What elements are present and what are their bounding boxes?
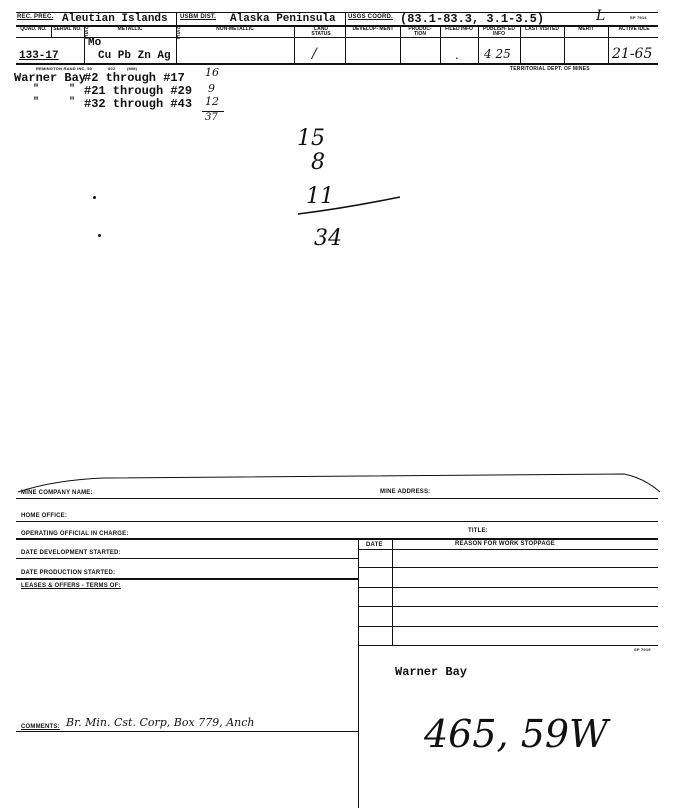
tally-15: 15 — [297, 126, 325, 151]
land-status-mark: / — [312, 46, 317, 62]
printer-code-2: (MM) — [127, 66, 138, 71]
comments-label: COMMENTS: — [21, 724, 60, 730]
tally-11: 11 — [306, 184, 334, 209]
col-non-metallic: NON-METALLIC — [216, 26, 254, 32]
location-code: 465, 59W — [424, 712, 609, 756]
col-serial-no: SERIAL NO. — [53, 26, 82, 32]
published-info-value: 4 25 — [484, 47, 511, 61]
claim-3-ditto-2: " — [69, 97, 76, 108]
corner-mark: L — [596, 8, 606, 24]
title-label: TITLE: — [468, 528, 488, 534]
form-number-2: SP 7919 — [634, 647, 651, 652]
form-number: SP 7914 — [630, 15, 647, 20]
tally-sum-line — [296, 194, 404, 218]
mine-address-label: MINE ADDRESS: — [380, 489, 431, 495]
col-quad-no: QUAD. NO. — [20, 26, 47, 32]
speck — [93, 196, 96, 199]
claim-1-name: Warner Bay — [14, 71, 87, 85]
home-office-label: HOME OFFICE: — [21, 513, 68, 519]
claims-total: 37 — [205, 112, 218, 123]
comments-value: Br. Min. Cst. Corp, Box 779, Anch — [66, 716, 255, 729]
printer-stamp: REMINGTON RAND INC. 50 — [36, 66, 93, 71]
use-code-value: Mo — [88, 37, 102, 49]
filed-info-mark: . — [455, 48, 459, 62]
leases-offers-label: LEASES & OFFERS - TERMS OF: — [21, 583, 121, 589]
claim-3-ditto-1: " — [33, 97, 40, 108]
claim-1-count: 16 — [205, 66, 219, 79]
rec-prec-label: REC. PREC. — [17, 14, 54, 20]
date-development-started-label: DATE DEVELOPMENT STARTED: — [21, 550, 121, 556]
claim-3-range: #32 through #43 — [84, 97, 193, 111]
col-merit: MERIT — [578, 26, 594, 32]
col-use-code-2: U S E — [177, 25, 181, 41]
claim-2-ditto-2: " — [69, 84, 76, 95]
tally-8: 8 — [311, 150, 325, 175]
col-development: DEVELOP- MENT — [352, 26, 394, 32]
metals-value: Cu Pb Zn Ag — [98, 50, 171, 62]
col-last-visited: LAST VISITED — [525, 26, 559, 32]
col-metallic: METALLIC — [117, 26, 143, 32]
date-column-header: DATE — [366, 542, 383, 548]
speck — [98, 234, 101, 237]
tally-34: 34 — [314, 226, 342, 251]
col-filed-info: FILED INFO — [445, 26, 473, 32]
operating-official-label: OPERATING OFFICIAL IN CHARGE: — [21, 531, 129, 537]
usbm-dist-label: USBM DIST. — [180, 14, 217, 20]
col-use-code: U S E — [85, 25, 89, 41]
active-idle-value: 21-65 — [612, 46, 653, 62]
col-published-info: PUBLISH- ED INFO — [483, 26, 515, 37]
printer-code: 002 — [108, 66, 116, 71]
rec-prec-value: Aleutian Islands — [62, 13, 168, 25]
fold-curve — [14, 470, 664, 496]
col-active-idle: ACTIVE IDLE — [618, 26, 650, 32]
quad-serial-value: 133-17 — [19, 50, 59, 62]
date-production-started-label: DATE PRODUCTION STARTED: — [21, 570, 116, 576]
location-name: Warner Bay — [395, 665, 468, 679]
col-land-status: LAND STATUS — [311, 26, 331, 37]
reason-column-header: REASON FOR WORK STOPPAGE — [455, 541, 555, 547]
claim-2-count: 9 — [208, 82, 215, 95]
claim-2-ditto-1: " — [33, 84, 40, 95]
territorial-stamp: TERRITORIAL DEPT. OF MINES — [510, 66, 590, 72]
usbm-dist-value: Alaska Peninsula — [230, 13, 336, 25]
usgs-coord-label: USGS COORD. — [348, 14, 393, 20]
mine-company-name-label: MINE COMPANY NAME: — [21, 490, 93, 496]
claim-1-range: #2 through #17 — [84, 71, 185, 85]
usgs-coord-value: (83.1-83.3, 3.1-3.5) — [400, 12, 545, 26]
claim-3-count: 12 — [205, 95, 219, 108]
col-production: PRODUC- TION — [408, 26, 432, 37]
claim-2-range: #21 through #29 — [84, 84, 193, 98]
